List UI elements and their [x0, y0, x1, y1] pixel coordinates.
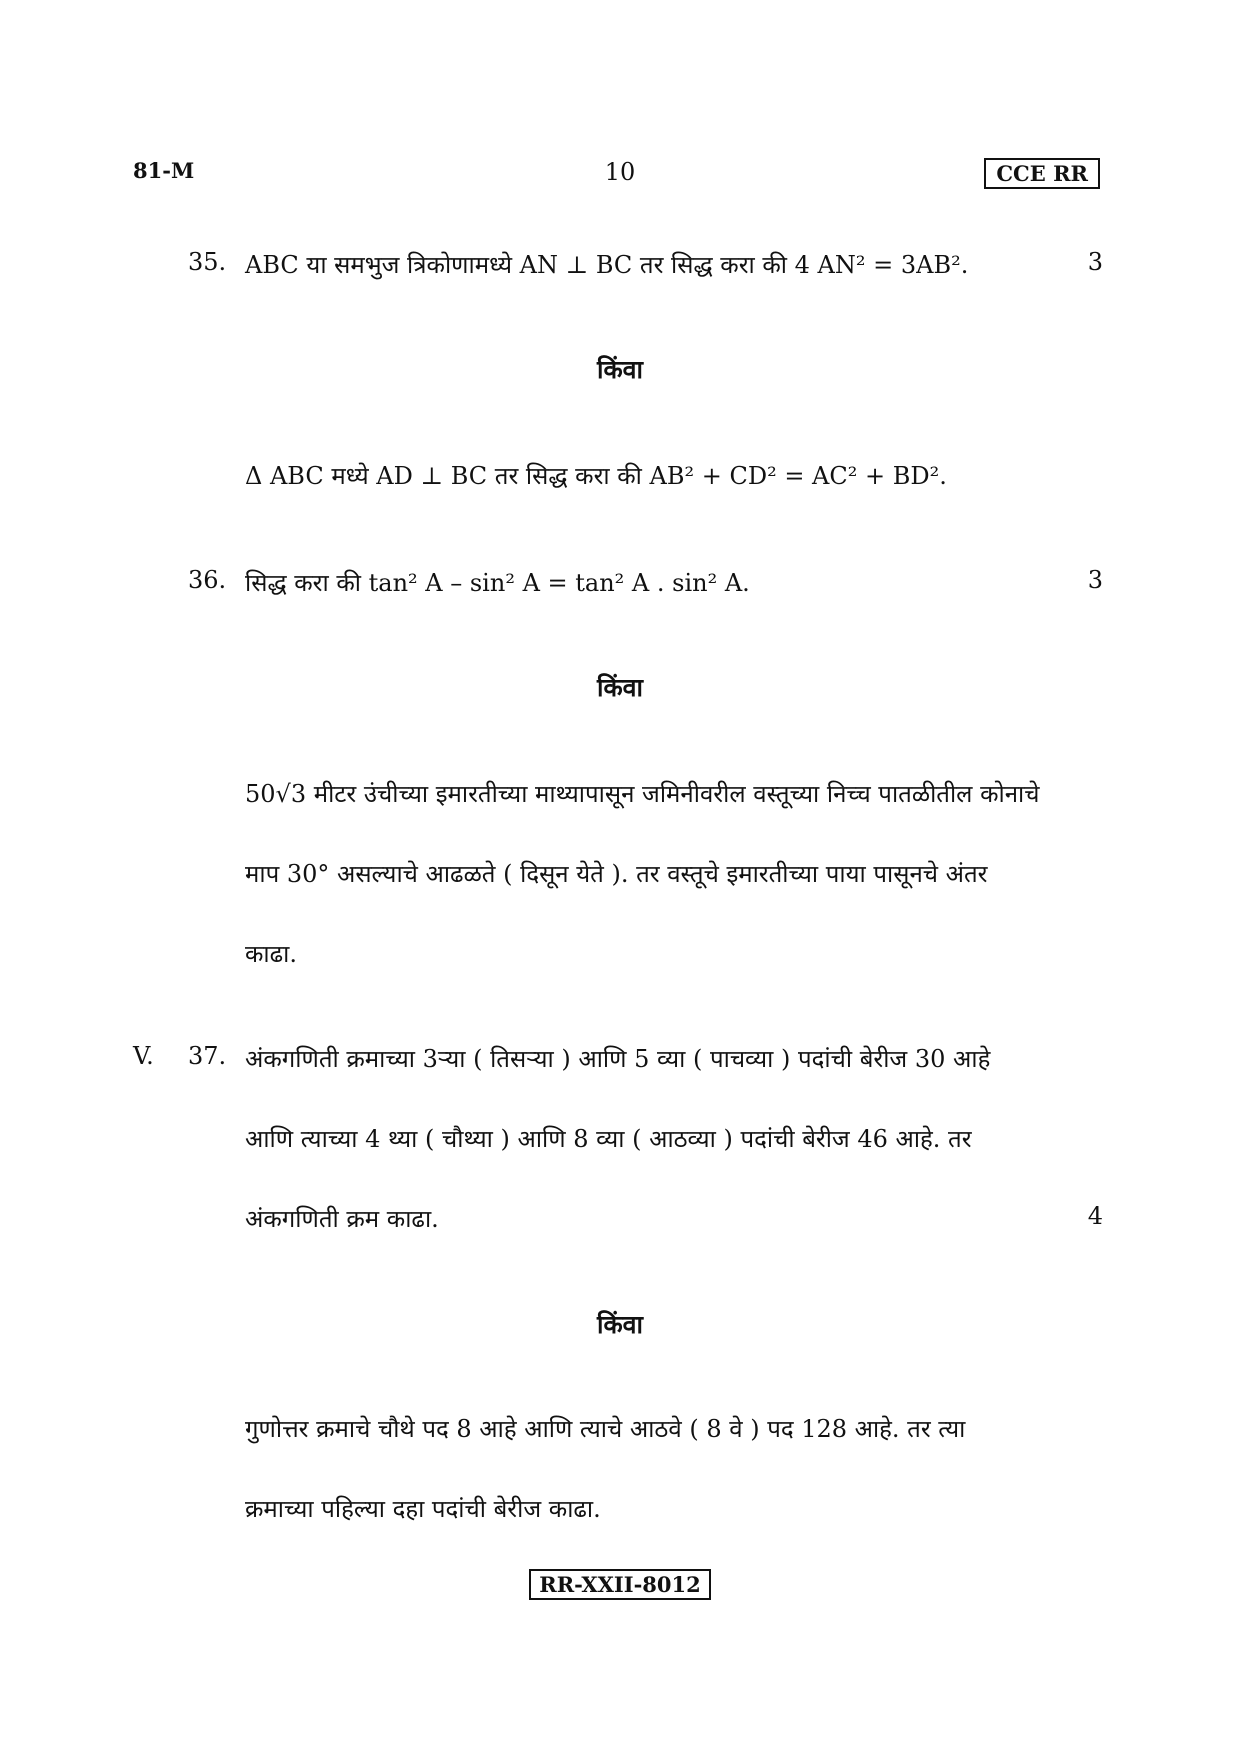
question-36-alternative-line-3: काढा.: [245, 940, 298, 968]
question-35-text: ABC या समभुज त्रिकोणामध्ये AN ⊥ BC तर सिद्ध करा की 4 AN² = 3AB².: [245, 251, 969, 279]
question-35-alternative: Δ ABC मध्ये AD ⊥ BC तर सिद्ध करा की AB² + CD² = AC² + BD².: [245, 462, 947, 490]
cce-rr-badge: CCE RR: [984, 158, 1100, 189]
section-label-v: V.: [133, 1042, 154, 1070]
question-36-alternative-line-1: 50√3 मीटर उंचीच्या इमारतीच्या माथ्यापासून जमिनीवरील वस्तूच्या निच्च पातळीतील कोनाचे: [245, 780, 1040, 808]
or-label-36: किंवा: [596, 673, 644, 702]
question-number-36: 36.: [188, 566, 227, 594]
paper-code: 81-M: [133, 158, 195, 183]
question-number-37: 37.: [188, 1042, 227, 1070]
question-36-marks: 3: [1087, 566, 1103, 594]
question-37-alternative-line-1: गुणोत्तर क्रमाचे चौथे पद 8 आहे आणि त्याचे आठवे ( 8 वे ) पद 128 आहे. तर त्या: [245, 1415, 966, 1443]
footer-code: RR-XXII-8012: [529, 1569, 711, 1600]
question-37-line-3: अंकगणिती क्रम काढा.: [245, 1205, 439, 1233]
or-label-35: किंवा: [596, 355, 644, 384]
question-35-marks: 3: [1087, 248, 1103, 276]
question-37-alternative-line-2: क्रमाच्या पहिल्या दहा पदांची बेरीज काढा.: [245, 1495, 601, 1523]
page-number: 10: [604, 158, 636, 186]
or-label-37: किंवा: [596, 1310, 644, 1339]
question-37-line-1: अंकगणिती क्रमाच्या 3ऱ्या ( तिसऱ्या ) आणि 5 व्या ( पाचव्या ) पदांची बेरीज 30 आहे: [245, 1045, 991, 1073]
question-number-35: 35.: [188, 248, 227, 276]
question-37-line-2: आणि त्याच्या 4 थ्या ( चौथ्या ) आणि 8 व्या ( आठव्या ) पदांची बेरीज 46 आहे. तर: [245, 1125, 972, 1153]
question-36-text: सिद्ध करा की tan² A – sin² A = tan² A . sin² A.: [245, 569, 750, 597]
question-37-marks: 4: [1087, 1202, 1103, 1230]
footer-code-box: [0, 1572, 1240, 1597]
question-36-alternative-line-2: माप 30° असल्याचे आढळते ( दिसून येते ). तर वस्तूचे इमारतीच्या पाया पासूनचे अंतर: [245, 860, 988, 888]
